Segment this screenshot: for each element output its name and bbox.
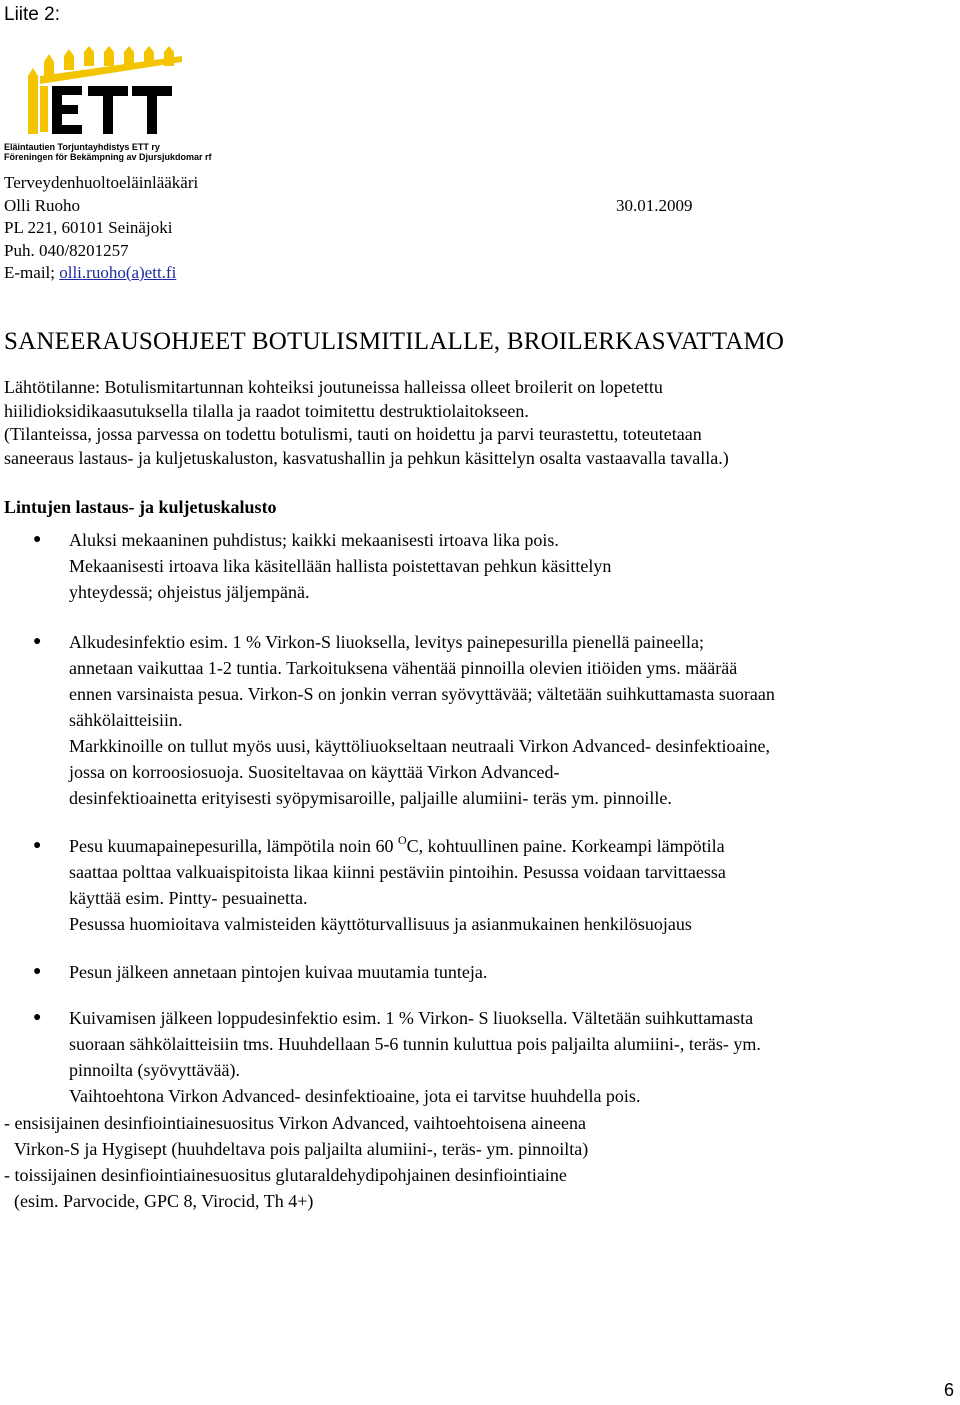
document-title: SANEERAUSOHJEET BOTULISMITILALLE, BROILERKASVATTAMO <box>4 328 785 355</box>
list-item-line: ennen varsinaista pesua. Virkon-S on jonkin verran syövyttävää; vältetään suihkuttamasta suoraan <box>69 684 775 704</box>
recommendation-line: (esim. Parvocide, GPC 8, Virocid, Th 4+) <box>14 1191 314 1211</box>
bullet-icon: ● <box>33 838 42 853</box>
intro-line: (Tilanteissa, jossa parvessa on todettu botulismi, tauti on hoidettu ja parvi teurastettu, toteutetaan <box>4 424 702 444</box>
email-label: E-mail; <box>4 263 55 282</box>
list-item-line: desinfektioainetta erityisesti syöpymisaroille, paljaille alumiini- teräs ym. pinnoille. <box>69 788 672 808</box>
sender-name: Olli Ruoho <box>4 195 81 215</box>
ett-logo <box>4 46 214 178</box>
recommendations <box>4 1110 588 1214</box>
list-item <box>0 833 956 937</box>
list-item-line: Markkinoille on tullut myös uusi, käyttöliuokseltaan neutraali Virkon Advanced- desinfektioaine, <box>69 736 770 756</box>
bullet-icon: ● <box>33 1010 42 1025</box>
email-link[interactable]: olli.ruoho(a)ett.fi <box>59 263 177 282</box>
document-date: 30.01.2009 <box>616 195 693 215</box>
list-item-line: Pesussa huomioitava valmisteiden käyttöturvallisuus ja asianmukainen henkilösuojaus <box>69 914 692 934</box>
list-item-line: yhteydessä; ohjeistus jäljempänä. <box>69 582 310 602</box>
intro-line: Lähtötilanne: Botulismitartunnan kohteiksi joutuneissa halleissa olleet broilerit on lopetettu <box>4 377 663 397</box>
recommendation-line: - toissijainen desinfiointiainesuositus glutaraldehydipohjainen desinfiointiaine <box>4 1165 567 1185</box>
list-item-line: käyttää esim. Pintty- pesuainetta. <box>69 888 308 908</box>
intro-line: saneeraus lastaus- ja kuljetuskaluston, kasvatushallin ja pehkun käsittelyn osalta vastaavalla tavalla.) <box>4 447 729 468</box>
list-item-line <box>69 833 956 859</box>
list-item-line: sähkölaitteisiin. <box>69 710 183 730</box>
instruction-list <box>0 527 956 1129</box>
sender-phone: Puh. 040/8201257 <box>4 240 129 260</box>
section-heading: Lintujen lastaus- ja kuljetuskalusto <box>4 497 277 517</box>
list-item-line: Mekaanisesti irtoava lika käsitellään hallista poistettavan pehkun käsittelyn <box>69 556 612 576</box>
list-item-line: Aluksi mekaaninen puhdistus; kaikki mekaanisesti irtoava lika pois. <box>69 530 559 550</box>
bullet-icon: ● <box>33 964 42 979</box>
list-item <box>0 629 956 811</box>
sender-address: PL 221, 60101 Seinäjoki <box>4 218 173 237</box>
logo-name-line1: Eläintautien Torjuntayhdistys ETT ry <box>4 142 160 152</box>
attachment-label: Liite 2: <box>4 4 60 25</box>
bullet-icon: ● <box>33 532 42 547</box>
logo-name-line2: Föreningen för Bekämpning av Djursjukdomar rf <box>4 152 212 162</box>
list-item-line: Kuivamisen jälkeen loppudesinfektio esim. 1 % Virkon- S liuoksella. Vältetään suihkuttamasta <box>69 1008 754 1028</box>
temperature-text-rest: C, kohtuullinen paine. Korkeampi lämpötila <box>406 836 725 856</box>
intro-line: hiilidioksidikaasutuksella tilalla ja raadot toimitettu destruktiolaitokseen. <box>4 400 529 421</box>
bullet-icon: ● <box>33 634 42 649</box>
degree-superscript: O <box>397 833 407 847</box>
list-item-line: jossa on korroosiosuoja. Suositeltavaa on käyttää Virkon Advanced- <box>69 762 560 782</box>
list-item <box>0 959 956 985</box>
list-item-line: saattaa polttaa valkuaispitoista likaa kiinni pestäviin pintoihin. Pesussa voidaan tarvittaessa <box>69 862 726 882</box>
sender-role: Terveydenhuoltoeläinlääkäri <box>4 173 199 192</box>
temperature-text: Pesu kuumapainepesurilla, lämpötila noin 60 <box>69 836 398 856</box>
list-item <box>0 1005 956 1109</box>
list-item <box>0 527 956 605</box>
recommendation-line: - ensisijainen desinfiointiainesuositus Virkon Advanced, vaihtoehtoisena aineena <box>4 1113 586 1133</box>
sender-block <box>4 172 704 285</box>
recommendation-line: Virkon-S ja Hygisept (huuhdeltava pois paljailta alumiini-, teräs- ym. pinnoilta) <box>14 1139 589 1159</box>
list-item-line: suoraan sähkölaitteisiin tms. Huuhdellaan 5-6 tunnin kuluttua pois paljailta alumiini-, teräs- ym. <box>69 1034 761 1054</box>
page-number: 6 <box>943 1380 954 1400</box>
list-item-line: annetaan vaikuttaa 1-2 tuntia. Tarkoituksena vähentää pinnoilla olevien itiöiden yms. määrää <box>69 658 738 678</box>
list-item-line: Pesun jälkeen annetaan pintojen kuivaa muutamia tunteja. <box>69 962 488 982</box>
list-item-line: pinnoilta (syövyttävää). <box>69 1060 240 1080</box>
list-item-line: Alkudesinfektio esim. 1 % Virkon-S liuoksella, levitys painepesurilla pienellä paineella; <box>69 632 704 652</box>
list-item-line: Vaihtoehtona Virkon Advanced- desinfektioaine, jota ei tarvitse huuhdella pois. <box>69 1086 641 1106</box>
intro-paragraph <box>4 376 954 470</box>
